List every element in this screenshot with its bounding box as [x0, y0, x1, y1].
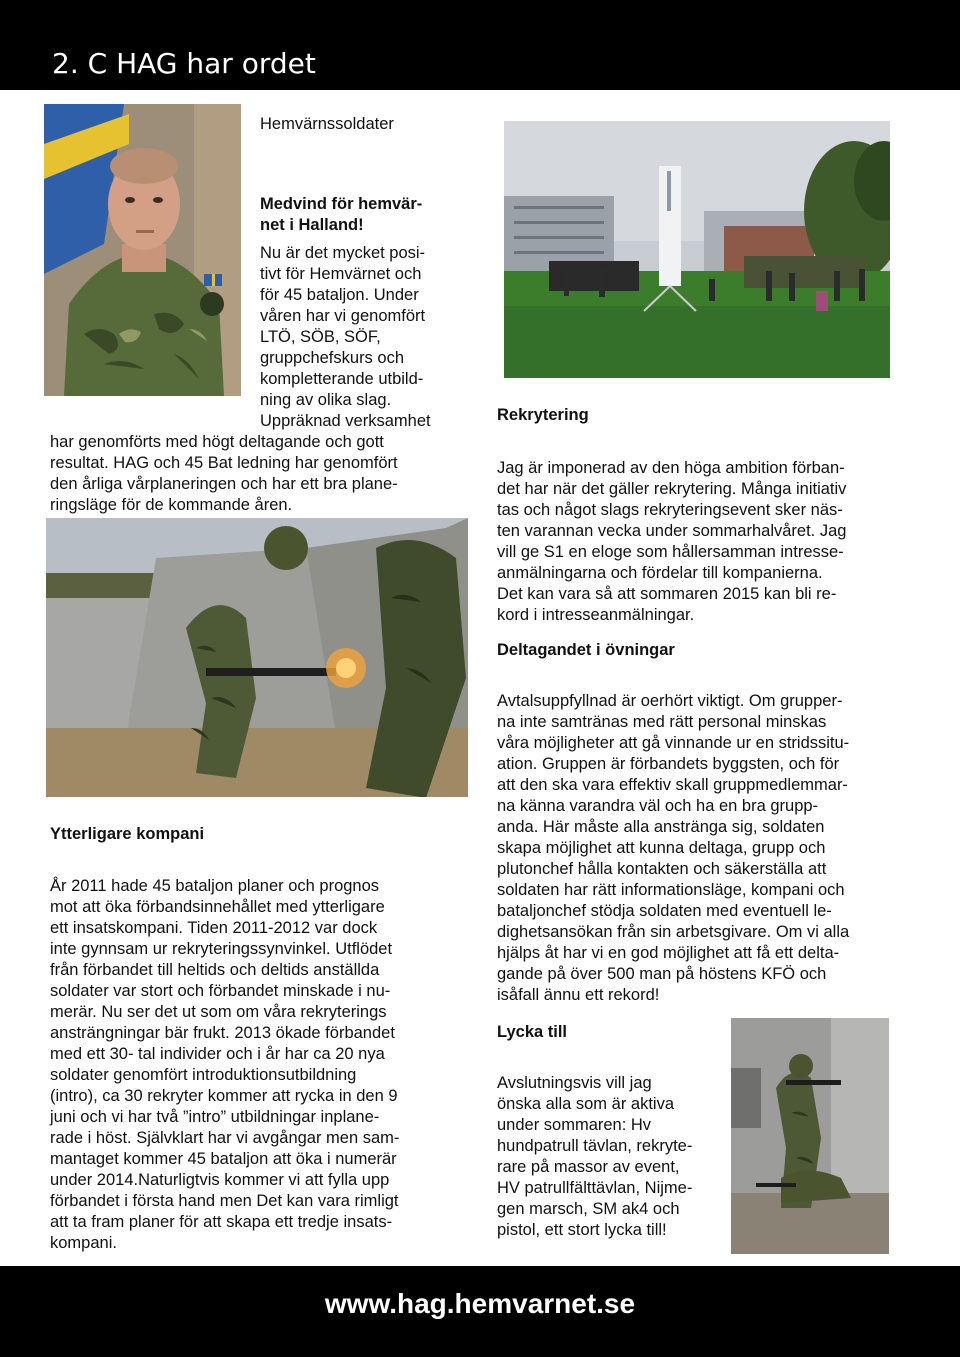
rekrytering-body: Jag är imponerad av den höga ambition förban- det har när det gäller rekrytering. Många initiativ tas och något slags rekryteringsevent sker näs- ten varannan vecka under sommarhalvåret. Jag vill ge S1 en eloge som hållersamman intresse- anmälningarna och fördelar till kompanierna. Det kan vara så att sommaren 2015 kan bli re- kord i intresseanmälningar.	[497, 459, 847, 624]
intro-heading: Medvind för hemvär- net i Halland!	[260, 195, 423, 234]
deltagandet-body: Avtalsuppfyllnad är oerhört viktigt. Om grupper- na inte samtränas med rätt personal minskas våra möjligheter att gå vinnande ur en stridssitu- ation. Gruppen är förbandets byggsten, och för att den ska vara effektiv skall gruppmedlemmar- na känna varandra väl och ha en bra grupp- anda. Här måste alla anstränga sig, soldaten skapa möjlighet att kunna deltaga, grupp och plutonchef hålla kontakten och säkerställa att soldaten har rätt informationsläge, kompani och bataljonchef stödja soldaten med eventuell le- dighetsansökan från sin arbetsgivare. Om vi alla hjälps åt har vi en god möjlighet att få ett delta- gande på över 500 man på höstens KFÖ och isåfall ännu ett rekord!	[497, 692, 850, 1004]
portrait-photo	[44, 104, 241, 396]
deltagandet-heading: Deltagandet i övningar	[497, 641, 675, 659]
lycka-body: Avslutningsvis vill jag önska alla som är aktiva under sommaren: Hv hundpatrull tävlan, rekryte- rare på massor av event, HV patrullfälttävlan, Nijme- gen marsch, SM ak4 och pistol, ett stort lycka till!	[497, 1074, 693, 1239]
page-title: 2. C HAG har ordet	[52, 47, 316, 80]
footer-url[interactable]: www.hag.hemvarnet.se	[324, 1288, 636, 1319]
rekrytering-heading: Rekrytering	[497, 406, 589, 424]
soldiers-firing-photo	[46, 518, 468, 797]
footer-bar	[0, 1266, 960, 1357]
kompani-heading: Ytterligare kompani	[50, 825, 205, 843]
intro-kicker: Hemvärnssoldater	[260, 115, 394, 133]
intro-body-continued: har genomförts med högt deltagande och gott resultat. HAG och 45 Bat ledning har genomfört den årliga vårplaneringen och har ett bra plane- ringsläge för de kommande åren.	[50, 433, 398, 514]
header-bar	[0, 0, 960, 90]
recruitment-event-photo	[504, 121, 890, 378]
lycka-heading: Lycka till	[497, 1023, 568, 1041]
kompani-body: År 2011 hade 45 bataljon planer och prognos mot att öka förbandsinnehållet med ytterligare ett insatskompani. Tiden 2011-2012 var dock inte gynnsam ur rekryteringssynvinkel. Utflödet från förbandet till heltids och deltids anställda soldater var stort och förbandet minskade i nu- merär. Nu ser det ut som om våra rekryterings ansträngningar bär frukt. 2013 ökade förbandet med ett 30- tal individer och i år har ca 20 nya soldater genomfört introduktionsutbildning (intro), ca 30 rekryter kommer att rycka in den 9 juni och vi har två ”intro” utbildningar inplane- rade i höst. Självklart har vi avgångar men sam- mantaget kommer 45 bataljon att öka i numerär under 2014.Naturligtvis kommer vi att fylla upp förbandet i första hand men Det kan vara rimligt att ta fram planer för att skapa ett tredje insats- kompani.	[50, 877, 400, 1252]
soldiers-training-photo	[731, 1018, 889, 1254]
intro-body: Nu är det mycket posi- tivt för Hemvärnet och för 45 bataljon. Under våren har vi genomfört LTÖ, SÖB, SÖF, gruppchefskurs och kompletterande utbild- ning av olika slag. Uppräknad verksamhet	[260, 244, 431, 430]
